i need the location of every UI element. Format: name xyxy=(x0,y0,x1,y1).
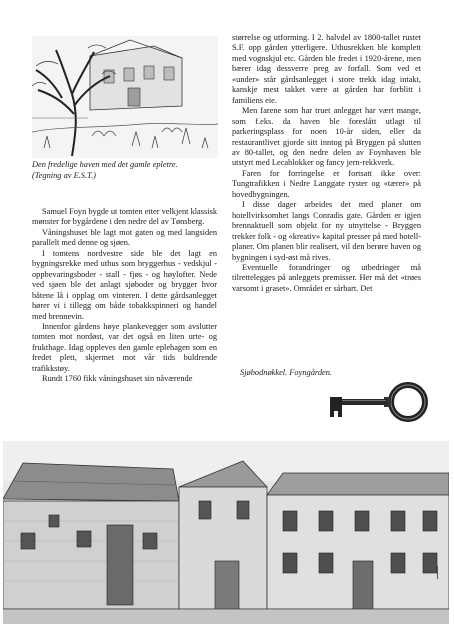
garden-caption-line2: (Tegning av E.S.T.) xyxy=(32,170,96,180)
garden-sketch-caption xyxy=(32,160,222,181)
garden-sketch-illustration xyxy=(32,36,218,158)
right-paragraph-1: størrelse og utforming. I 2. halvdel av 1800-tallet rustet S.F. opp gården ytterligere. Uthusrekken ble komplett med vognskjul etc. Gården ble fredet i 1920-årene, men bærer idag dessverre preg av forfall. Som ved et «under» står gårdsanlegget i store trekk idag intakt, kanskje mest takket være at gården har forblitt i familiens eie. xyxy=(232,33,421,105)
key-illustration xyxy=(324,374,428,430)
right-paragraph-2: Men farene som har truet anlegget har vært mange, som f.eks. da haven ble foreslått utlagt til parkeringsplass for noen 10-år siden, eller da restaurantlivet gjorde sitt inntog på Bryggen på slutten av 80-tallet, og den nedre delen av Foynhaven ble utstyrt med Lecablokker og fancy jern-rekkverk. xyxy=(232,106,421,168)
right-paragraph-5: Eventuelle forandringer og utbedringer må tilrettelegges på anleggets premisser. Her må det «trøes varsomt i graset». Området er sårbart. Det xyxy=(232,262,421,293)
left-paragraph-4: Innenfor gårdens høye plankevegger som avslutter tomten mot nordøst, var det også en liten urte- og frukthage. Idag oppleves den gamle eplehagen som en fredet plett, skjermet mot vår tids buldrende trafikkstøy. xyxy=(32,321,217,373)
garden-caption-line1: Den fredelige haven med det gamle epletre. xyxy=(32,160,178,169)
left-column-text xyxy=(32,207,217,385)
left-paragraph-1: Samuel Foyn bygde ut tomten etter velkjent klassisk mønster for bygårdene i den nedre del av Tønsberg. xyxy=(32,207,217,227)
right-paragraph-3: Faren for forringelse er fortsatt ikke over: Tungtrafikken i Nedre Langgate ryster og «tærer» på hovedbygningen. xyxy=(232,168,421,199)
left-paragraph-2: Våningshuset ble lagt mot gaten og med langsiden parallelt med denne og sjøen. xyxy=(32,227,217,248)
house-facade-illustration xyxy=(3,441,449,624)
left-paragraph-5: Rundt 1760 fikk våningshuset sin nåværende xyxy=(42,374,193,384)
right-column-text xyxy=(232,33,421,294)
left-paragraph-3: I tomtens nordvestre side ble det lagt en bygningsrekke med uthus som bryggerhus - vedskjul - oppbevaringsboder - stall - fjøs - og høylofter. Nede ved sjøen ble det anlagt sjøboder og brygger hvor båtene lå i opplag om vinteren. I dette gårdsanlegget hører vi i tillegg om både tobakkspinneri og handel med brennevin. xyxy=(32,248,217,321)
right-paragraph-4: I disse dager arbeides det med planer om hotellvirksomhet langs Conradis gate. Gården er igjen brennaktuell som objekt for ny utnyttelse - Bryggen trekker folk - og «kreativ» kapital presser på med hotell-planer. Om planen blir realisert, vil den berøre haven og bygningen i syd-øst må rives. xyxy=(232,200,421,262)
key-caption: Sjøbodnøkkel. Foyngården. xyxy=(240,368,333,377)
margin-mark xyxy=(437,566,438,579)
